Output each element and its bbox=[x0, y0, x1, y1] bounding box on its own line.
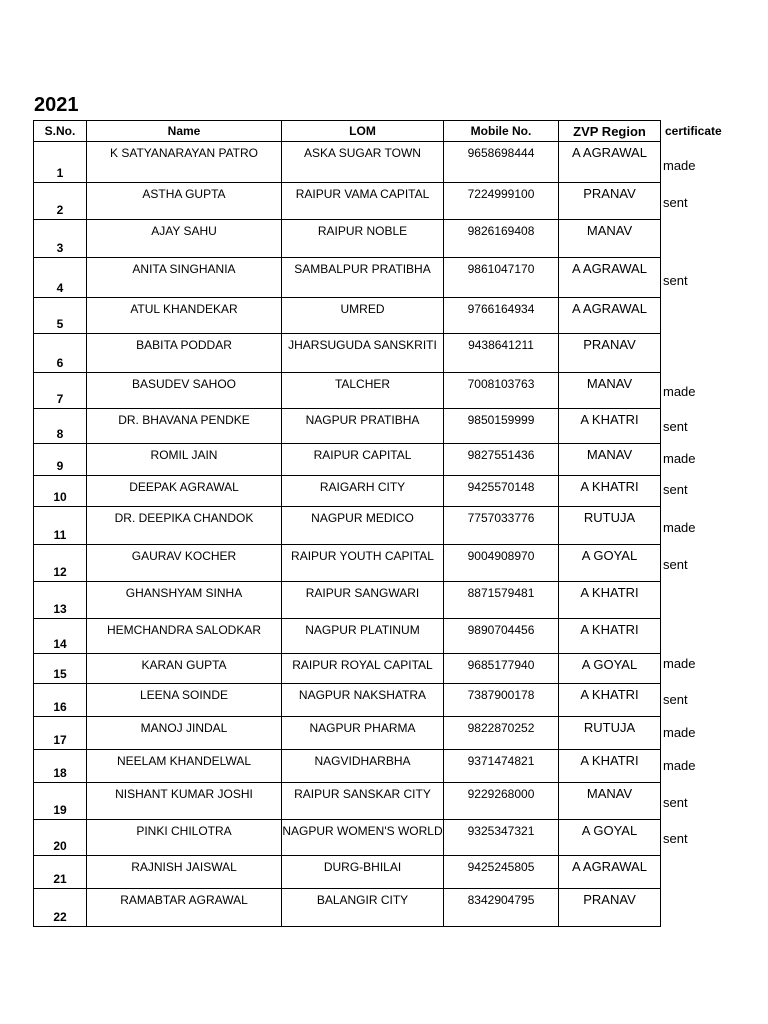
row-lom: RAIPUR SANGWARI bbox=[282, 582, 444, 619]
row-name: DEEPAK AGRAWAL bbox=[87, 476, 282, 507]
row-certificate: sent bbox=[663, 272, 688, 288]
row-zvp-region: RUTUJA bbox=[559, 507, 661, 545]
table-row bbox=[34, 409, 731, 444]
row-lom: UMRED bbox=[282, 298, 444, 334]
row-name: GAURAV KOCHER bbox=[87, 545, 282, 582]
row-mobile: 9890704456 bbox=[444, 619, 559, 654]
row-mobile: 7224999100 bbox=[444, 183, 559, 220]
row-mobile: 7008103763 bbox=[444, 373, 559, 409]
row-zvp-region: A KHATRI bbox=[559, 582, 661, 619]
row-certificate bbox=[661, 856, 731, 889]
header-certificate: certificate bbox=[665, 124, 722, 138]
row-mobile: 7387900178 bbox=[444, 684, 559, 717]
row-mobile: 9438641211 bbox=[444, 334, 559, 373]
row-lom: NAGPUR WOMEN'S WORLD bbox=[282, 820, 444, 856]
row-zvp-region: MANAV bbox=[559, 373, 661, 409]
row-sno: 21 bbox=[34, 856, 87, 889]
row-sno: 22 bbox=[34, 889, 87, 927]
row-zvp-region: A KHATRI bbox=[559, 476, 661, 507]
row-lom: RAIPUR NOBLE bbox=[282, 220, 444, 258]
table-row bbox=[34, 298, 731, 334]
row-name: K SATYANARAYAN PATRO bbox=[87, 142, 282, 183]
row-zvp-region: A GOYAL bbox=[559, 654, 661, 684]
row-lom: RAIPUR CAPITAL bbox=[282, 444, 444, 476]
row-name: GHANSHYAM SINHA bbox=[87, 582, 282, 619]
row-sno: 10 bbox=[34, 476, 87, 507]
row-lom: NAGPUR MEDICO bbox=[282, 507, 444, 545]
table-row bbox=[34, 183, 731, 220]
row-certificate: made bbox=[663, 656, 696, 671]
row-sno: 20 bbox=[34, 820, 87, 856]
row-certificate: made bbox=[663, 157, 696, 173]
row-lom: SAMBALPUR PRATIBHA bbox=[282, 258, 444, 298]
table-row bbox=[34, 476, 731, 507]
row-sno: 5 bbox=[34, 298, 87, 334]
row-sno: 7 bbox=[34, 373, 87, 409]
row-zvp-region: A KHATRI bbox=[559, 684, 661, 717]
row-lom: NAGPUR PRATIBHA bbox=[282, 409, 444, 444]
row-lom: NAGPUR PLATINUM bbox=[282, 619, 444, 654]
row-lom: DURG-BHILAI bbox=[282, 856, 444, 889]
header-sno: S.No. bbox=[34, 121, 87, 142]
header-lom: LOM bbox=[282, 121, 444, 142]
row-mobile: 9004908970 bbox=[444, 545, 559, 582]
row-zvp-region: PRANAV bbox=[559, 334, 661, 373]
row-lom: BALANGIR CITY bbox=[282, 889, 444, 927]
row-certificate: sent bbox=[663, 830, 688, 846]
row-sno: 16 bbox=[34, 684, 87, 717]
row-name: PINKI CHILOTRA bbox=[87, 820, 282, 856]
row-lom: RAIPUR YOUTH CAPITAL bbox=[282, 545, 444, 582]
row-mobile: 8342904795 bbox=[444, 889, 559, 927]
row-mobile: 9850159999 bbox=[444, 409, 559, 444]
row-mobile: 9766164934 bbox=[444, 298, 559, 334]
row-sno: 19 bbox=[34, 783, 87, 820]
members-table bbox=[33, 120, 731, 927]
row-name: BABITA PODDAR bbox=[87, 334, 282, 373]
row-mobile: 9861047170 bbox=[444, 258, 559, 298]
table-row bbox=[34, 142, 731, 183]
header-zvp-region: ZVP Region bbox=[559, 121, 661, 142]
row-name: DR. BHAVANA PENDKE bbox=[87, 409, 282, 444]
row-name: AJAY SAHU bbox=[87, 220, 282, 258]
row-mobile: 9685177940 bbox=[444, 654, 559, 684]
row-mobile: 9658698444 bbox=[444, 142, 559, 183]
table-row bbox=[34, 220, 731, 258]
row-name: HEMCHANDRA SALODKAR bbox=[87, 619, 282, 654]
row-name: ATUL KHANDEKAR bbox=[87, 298, 282, 334]
table-row bbox=[34, 717, 731, 750]
row-zvp-region: A KHATRI bbox=[559, 619, 661, 654]
row-mobile: 9229268000 bbox=[444, 783, 559, 820]
row-zvp-region: RUTUJA bbox=[559, 717, 661, 750]
row-certificate bbox=[661, 220, 731, 258]
row-zvp-region: MANAV bbox=[559, 220, 661, 258]
row-mobile: 9325347321 bbox=[444, 820, 559, 856]
row-zvp-region: MANAV bbox=[559, 783, 661, 820]
row-lom: ASKA SUGAR TOWN bbox=[282, 142, 444, 183]
row-certificate: sent bbox=[663, 418, 688, 434]
row-name: MANOJ JINDAL bbox=[87, 717, 282, 750]
row-zvp-region: A KHATRI bbox=[559, 750, 661, 783]
row-name: LEENA SOINDE bbox=[87, 684, 282, 717]
row-lom: TALCHER bbox=[282, 373, 444, 409]
row-lom: RAIPUR SANSKAR CITY bbox=[282, 783, 444, 820]
row-lom: NAGVIDHARBHA bbox=[282, 750, 444, 783]
table-row bbox=[34, 654, 731, 684]
row-name: RAJNISH JAISWAL bbox=[87, 856, 282, 889]
row-mobile: 8871579481 bbox=[444, 582, 559, 619]
table-row bbox=[34, 820, 731, 856]
row-certificate: made bbox=[663, 724, 696, 740]
table-row bbox=[34, 889, 731, 927]
row-sno: 2 bbox=[34, 183, 87, 220]
row-certificate: sent bbox=[663, 794, 688, 810]
row-sno: 8 bbox=[34, 409, 87, 444]
row-lom: RAIGARH CITY bbox=[282, 476, 444, 507]
row-certificate: made bbox=[663, 519, 696, 535]
table-row bbox=[34, 750, 731, 783]
row-certificate bbox=[661, 889, 731, 927]
row-zvp-region: A AGRAWAL bbox=[559, 856, 661, 889]
row-zvp-region: A AGRAWAL bbox=[559, 258, 661, 298]
row-name: NISHANT KUMAR JOSHI bbox=[87, 783, 282, 820]
row-certificate bbox=[661, 298, 731, 334]
row-sno: 17 bbox=[34, 717, 87, 750]
row-name: NEELAM KHANDELWAL bbox=[87, 750, 282, 783]
row-sno: 1 bbox=[34, 142, 87, 183]
row-certificate: sent bbox=[663, 691, 688, 707]
row-sno: 13 bbox=[34, 582, 87, 619]
row-name: RAMABTAR AGRAWAL bbox=[87, 889, 282, 927]
row-lom: RAIPUR ROYAL CAPITAL bbox=[282, 654, 444, 684]
row-mobile: 9826169408 bbox=[444, 220, 559, 258]
row-lom: JHARSUGUDA SANSKRITI bbox=[282, 334, 444, 373]
table-row bbox=[34, 444, 731, 476]
row-sno: 14 bbox=[34, 619, 87, 654]
row-lom: NAGPUR PHARMA bbox=[282, 717, 444, 750]
row-mobile: 9425570148 bbox=[444, 476, 559, 507]
row-sno: 12 bbox=[34, 545, 87, 582]
row-zvp-region: A AGRAWAL bbox=[559, 298, 661, 334]
table-header-row bbox=[34, 121, 731, 142]
row-zvp-region: A KHATRI bbox=[559, 409, 661, 444]
table-row bbox=[34, 334, 731, 373]
row-sno: 11 bbox=[34, 507, 87, 545]
table-row bbox=[34, 783, 731, 820]
row-sno: 4 bbox=[34, 258, 87, 298]
row-sno: 15 bbox=[34, 654, 87, 684]
header-name: Name bbox=[87, 121, 282, 142]
table-row bbox=[34, 856, 731, 889]
row-certificate bbox=[661, 334, 731, 373]
row-name: DR. DEEPIKA CHANDOK bbox=[87, 507, 282, 545]
row-zvp-region: A GOYAL bbox=[559, 545, 661, 582]
row-zvp-region: MANAV bbox=[559, 444, 661, 476]
header-mobile: Mobile No. bbox=[444, 121, 559, 142]
row-certificate bbox=[661, 619, 731, 654]
row-certificate: sent bbox=[663, 194, 688, 210]
table-row bbox=[34, 258, 731, 298]
table-row bbox=[34, 373, 731, 409]
row-certificate bbox=[661, 582, 731, 619]
row-zvp-region: A AGRAWAL bbox=[559, 142, 661, 183]
row-sno: 6 bbox=[34, 334, 87, 373]
row-certificate: sent bbox=[663, 481, 688, 497]
row-lom: NAGPUR NAKSHATRA bbox=[282, 684, 444, 717]
row-zvp-region: PRANAV bbox=[559, 889, 661, 927]
table-row bbox=[34, 684, 731, 717]
table-row bbox=[34, 507, 731, 545]
row-sno: 3 bbox=[34, 220, 87, 258]
row-certificate: made bbox=[663, 450, 696, 466]
row-sno: 18 bbox=[34, 750, 87, 783]
row-name: KARAN GUPTA bbox=[87, 654, 282, 684]
row-mobile: 9371474821 bbox=[444, 750, 559, 783]
row-name: BASUDEV SAHOO bbox=[87, 373, 282, 409]
table-row bbox=[34, 582, 731, 619]
row-name: ROMIL JAIN bbox=[87, 444, 282, 476]
row-certificate: made bbox=[663, 757, 696, 773]
row-lom: RAIPUR VAMA CAPITAL bbox=[282, 183, 444, 220]
row-certificate: made bbox=[663, 383, 696, 399]
row-certificate: sent bbox=[663, 556, 688, 572]
table-row bbox=[34, 545, 731, 582]
row-zvp-region: PRANAV bbox=[559, 183, 661, 220]
row-name: ANITA SINGHANIA bbox=[87, 258, 282, 298]
row-mobile: 9425245805 bbox=[444, 856, 559, 889]
table-row bbox=[34, 619, 731, 654]
row-mobile: 7757033776 bbox=[444, 507, 559, 545]
row-mobile: 9827551436 bbox=[444, 444, 559, 476]
row-zvp-region: A GOYAL bbox=[559, 820, 661, 856]
row-sno: 9 bbox=[34, 444, 87, 476]
year-heading: 2021 bbox=[34, 94, 79, 116]
row-name: ASTHA GUPTA bbox=[87, 183, 282, 220]
row-mobile: 9822870252 bbox=[444, 717, 559, 750]
